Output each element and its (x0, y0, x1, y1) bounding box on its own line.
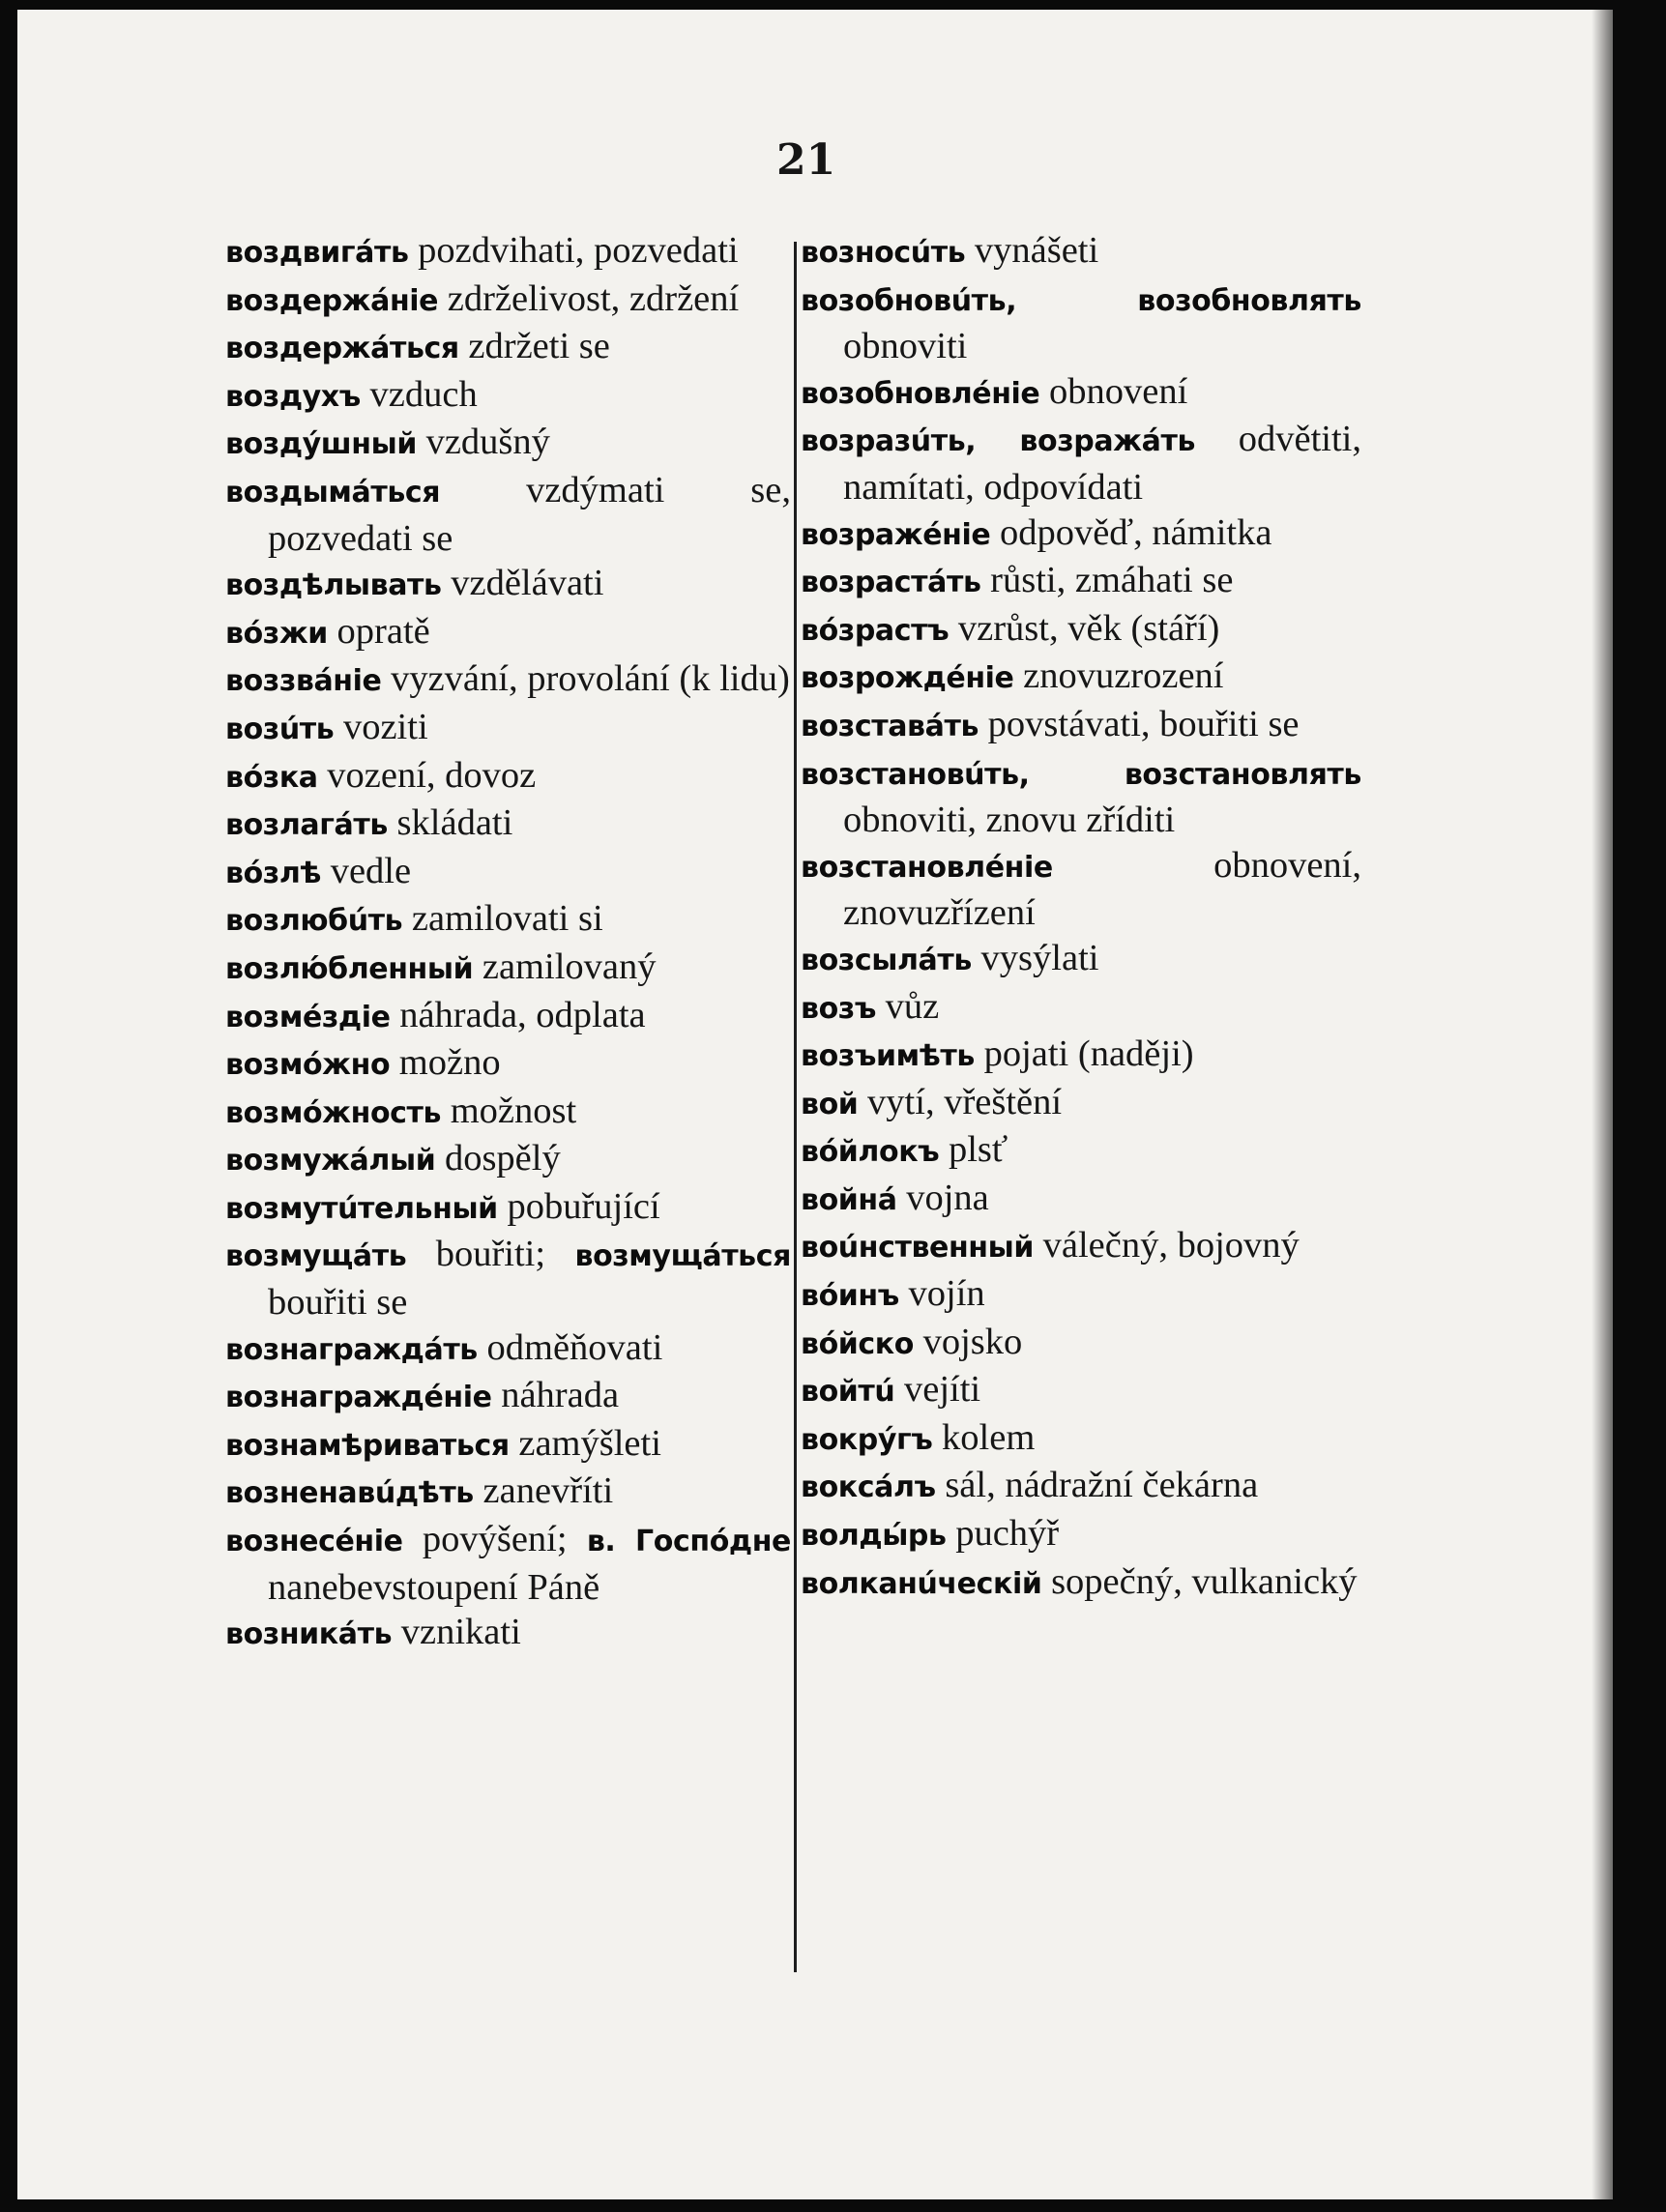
dictionary-entry (225, 753, 791, 801)
dictionary-entry (225, 1325, 791, 1374)
dictionary-entry (225, 1373, 791, 1421)
left-column (225, 228, 791, 1658)
translation: voziti (342, 706, 428, 747)
dictionary-entry (801, 750, 1361, 843)
translation: vůz (885, 985, 940, 1027)
dictionary-entry (225, 420, 791, 468)
dictionary-entry (225, 1232, 791, 1324)
translation: růsti, zmáhati se (990, 560, 1234, 601)
headword: вознаграждéніе (225, 1381, 492, 1415)
translation: obnoviti (843, 326, 968, 367)
headword: возъимѣть (801, 1039, 975, 1074)
dictionary-entry (801, 606, 1361, 655)
dictionary-entry (225, 1610, 791, 1658)
dictionary-entry (801, 228, 1361, 276)
translation: vzduch (369, 373, 478, 415)
translation-secondary: nanebevstoupení Páně (268, 1566, 600, 1608)
dictionary-entry (801, 1511, 1361, 1559)
headword: возставáть (801, 709, 979, 743)
headword: возлюбúть (225, 904, 403, 939)
dictionary-entry (801, 1223, 1361, 1271)
headword: возражéніе (801, 517, 991, 552)
translation: zamýšleti (518, 1422, 661, 1464)
dictionary-entry (225, 609, 791, 657)
headword: возмужáлый (225, 1144, 436, 1179)
headword: возрастáть (801, 566, 981, 600)
translation: skládati (396, 802, 513, 844)
translation: povstávati, bouřiti se (987, 703, 1300, 744)
translation: obnovení, znovuzřízení (843, 844, 1361, 934)
translation: sál, nádražní čekárna (945, 1465, 1259, 1506)
dictionary-entry (225, 1469, 791, 1517)
translation: náhrada, odplata (399, 994, 646, 1035)
headword: воздержáніе (225, 283, 439, 318)
dictionary-entry (225, 1184, 791, 1233)
dictionary-entry (225, 896, 791, 945)
translation: bouřiti; (435, 1234, 546, 1275)
translation: vzdýmati se, pozvedati se (268, 469, 791, 559)
translation: zamilovati si (411, 898, 603, 940)
translation: obnoviti, znovu zříditi (843, 800, 1176, 841)
headword: воздвигáть (225, 236, 409, 270)
column-divider (794, 242, 797, 1972)
dictionary-entry (225, 1136, 791, 1184)
translation: vysýlati (980, 937, 1099, 978)
translation: odvětiti, namítati, odpovídati (843, 419, 1361, 508)
dictionary-entry (225, 372, 791, 421)
translation: vzdělávati (451, 563, 604, 604)
headword: воздухъ (225, 379, 361, 414)
dictionary-entry (225, 1089, 791, 1137)
headword: возносúть (801, 236, 966, 270)
headword: вóзлѣ (225, 856, 322, 890)
dictionary-entry (225, 1517, 791, 1610)
dictionary-entry (801, 1415, 1361, 1464)
headword: вóзка (225, 760, 318, 795)
translation: odměňovati (486, 1326, 663, 1368)
translation: kolem (942, 1416, 1036, 1458)
headword: вознамѣриваться (225, 1428, 510, 1463)
headword: воздержáться (225, 332, 459, 366)
translation: znovuzrození (1023, 655, 1224, 697)
translation: vojsko (922, 1321, 1023, 1362)
translation: zamilovaný (482, 946, 657, 987)
page-number: 21 (776, 135, 836, 185)
headword: волканúческій (801, 1566, 1042, 1601)
headword: возрождéніе (801, 661, 1014, 696)
headword: волды́рь (801, 1519, 947, 1554)
translation: válečný, bojovný (1042, 1225, 1300, 1266)
dictionary-entry (225, 561, 791, 609)
dictionary-entry (225, 228, 791, 276)
dictionary-entry (225, 849, 791, 897)
translation: vynášeti (974, 230, 1099, 271)
dictionary-entry (801, 1559, 1361, 1608)
dictionary-entry (801, 843, 1361, 936)
translation: vedle (330, 850, 412, 891)
headword: вóйлокъ (801, 1135, 940, 1170)
dictionary-entry (801, 1463, 1361, 1511)
translation: náhrada (501, 1375, 620, 1416)
translation: vojín (908, 1273, 985, 1315)
headword: вой (801, 1087, 859, 1121)
headword: вознаграждáть (225, 1332, 478, 1367)
translation: zdrželivost, zdržení (447, 277, 740, 319)
headword: возмущáть (225, 1239, 407, 1274)
dictionary-entry (225, 656, 791, 705)
dictionary-entry (801, 558, 1361, 606)
translation: vyzvání, provolání (k lidu) (391, 658, 790, 700)
translation: vození, dovoz (327, 754, 537, 796)
headword: возразúть, возражáть (801, 424, 1196, 459)
dictionary-entry (225, 1421, 791, 1470)
translation: vzdušný (425, 422, 550, 463)
headword: возлагáть (225, 808, 388, 843)
translation: vytí, vřeštění (867, 1081, 1063, 1122)
translation: pobuřující (507, 1185, 660, 1227)
headword: возсылáть (801, 943, 972, 977)
translation: sopečný, vulkanický (1051, 1560, 1358, 1602)
headword: возмóжно (225, 1048, 391, 1083)
headword: возúть (225, 712, 335, 746)
translation: plsť (948, 1129, 1008, 1171)
right-column (801, 228, 1361, 1607)
translation: možno (398, 1042, 501, 1084)
headword: вóйско (801, 1326, 914, 1361)
translation: opratě (336, 610, 430, 652)
dictionary-entry (801, 276, 1361, 369)
headword: воздѣлывать (225, 568, 442, 603)
dictionary-entry (801, 1080, 1361, 1128)
translation: zanevříti (482, 1470, 614, 1512)
dictionary-entry (801, 984, 1361, 1033)
dictionary-entry (801, 936, 1361, 984)
headword: возъ (801, 991, 876, 1026)
headword: вoúнственный (801, 1231, 1034, 1266)
headword-secondary: в. Госпóдне (586, 1525, 792, 1559)
headword: воздýшный (225, 427, 417, 462)
dictionary-entry (801, 1367, 1361, 1415)
translation: zdržeti se (468, 326, 610, 367)
translation: pojati (naději) (983, 1033, 1194, 1075)
translation: možnost (450, 1090, 577, 1131)
translation: obnovení (1049, 370, 1188, 412)
dictionary-entry (801, 654, 1361, 702)
headword-secondary: возмущáться (574, 1239, 791, 1274)
dictionary-entry (801, 369, 1361, 418)
headword: возненавúдѣть (225, 1476, 474, 1511)
dictionary-entry (225, 705, 791, 753)
translation: vojna (906, 1177, 989, 1218)
dictionary-entry (225, 324, 791, 372)
translation: odpověď, námitka (999, 511, 1272, 553)
translation: vzrůst, věk (stáří) (957, 607, 1220, 649)
headword: войнá (801, 1182, 897, 1217)
dictionary-entry (801, 1320, 1361, 1368)
dictionary-entry (801, 702, 1361, 750)
dictionary-entry (225, 1040, 791, 1089)
headword: вóзжи (225, 616, 328, 651)
headword: вознесéніе (225, 1525, 403, 1559)
dictionary-entry (225, 276, 791, 325)
dictionary-entry (225, 468, 791, 561)
dictionary-entry (225, 800, 791, 849)
translation-secondary: bouřiti se (268, 1282, 408, 1324)
headword: возмóжность (225, 1095, 442, 1130)
dictionary-entry (801, 1032, 1361, 1080)
dictionary-page (17, 10, 1613, 2199)
dictionary-entry (801, 1127, 1361, 1176)
dictionary-entry (225, 993, 791, 1041)
headword: воздымáться (225, 475, 441, 509)
translation: puchýř (955, 1513, 1060, 1555)
headword: возмутúтельный (225, 1191, 498, 1226)
translation: vznikati (400, 1612, 521, 1653)
headword: воззвáніе (225, 664, 382, 699)
dictionary-entry (225, 945, 791, 993)
headword: вокрýгъ (801, 1422, 933, 1457)
headword: войтú (801, 1375, 895, 1410)
translation: povýšení; (422, 1519, 568, 1560)
dictionary-entry (801, 417, 1361, 509)
headword: вóзрастъ (801, 613, 950, 648)
headword: возстановлéніе (801, 850, 1053, 885)
translation: pozdvihati, pozvedati (418, 230, 739, 271)
headword: воксáлъ (801, 1470, 936, 1505)
headword: возлю́бленный (225, 951, 474, 986)
translation: dospělý (444, 1138, 561, 1179)
headword: вóинъ (801, 1279, 899, 1314)
headword: возстановúть, возстановлять (801, 757, 1361, 792)
headword: возмéздіе (225, 1000, 391, 1034)
dictionary-entry (801, 510, 1361, 559)
headword: возобновлéніе (801, 376, 1040, 411)
headword: возобновúть, возобновлять (801, 283, 1361, 318)
headword: возникáть (225, 1617, 393, 1652)
translation: vejíti (904, 1369, 981, 1411)
dictionary-entry (801, 1271, 1361, 1320)
dictionary-entry (801, 1176, 1361, 1224)
